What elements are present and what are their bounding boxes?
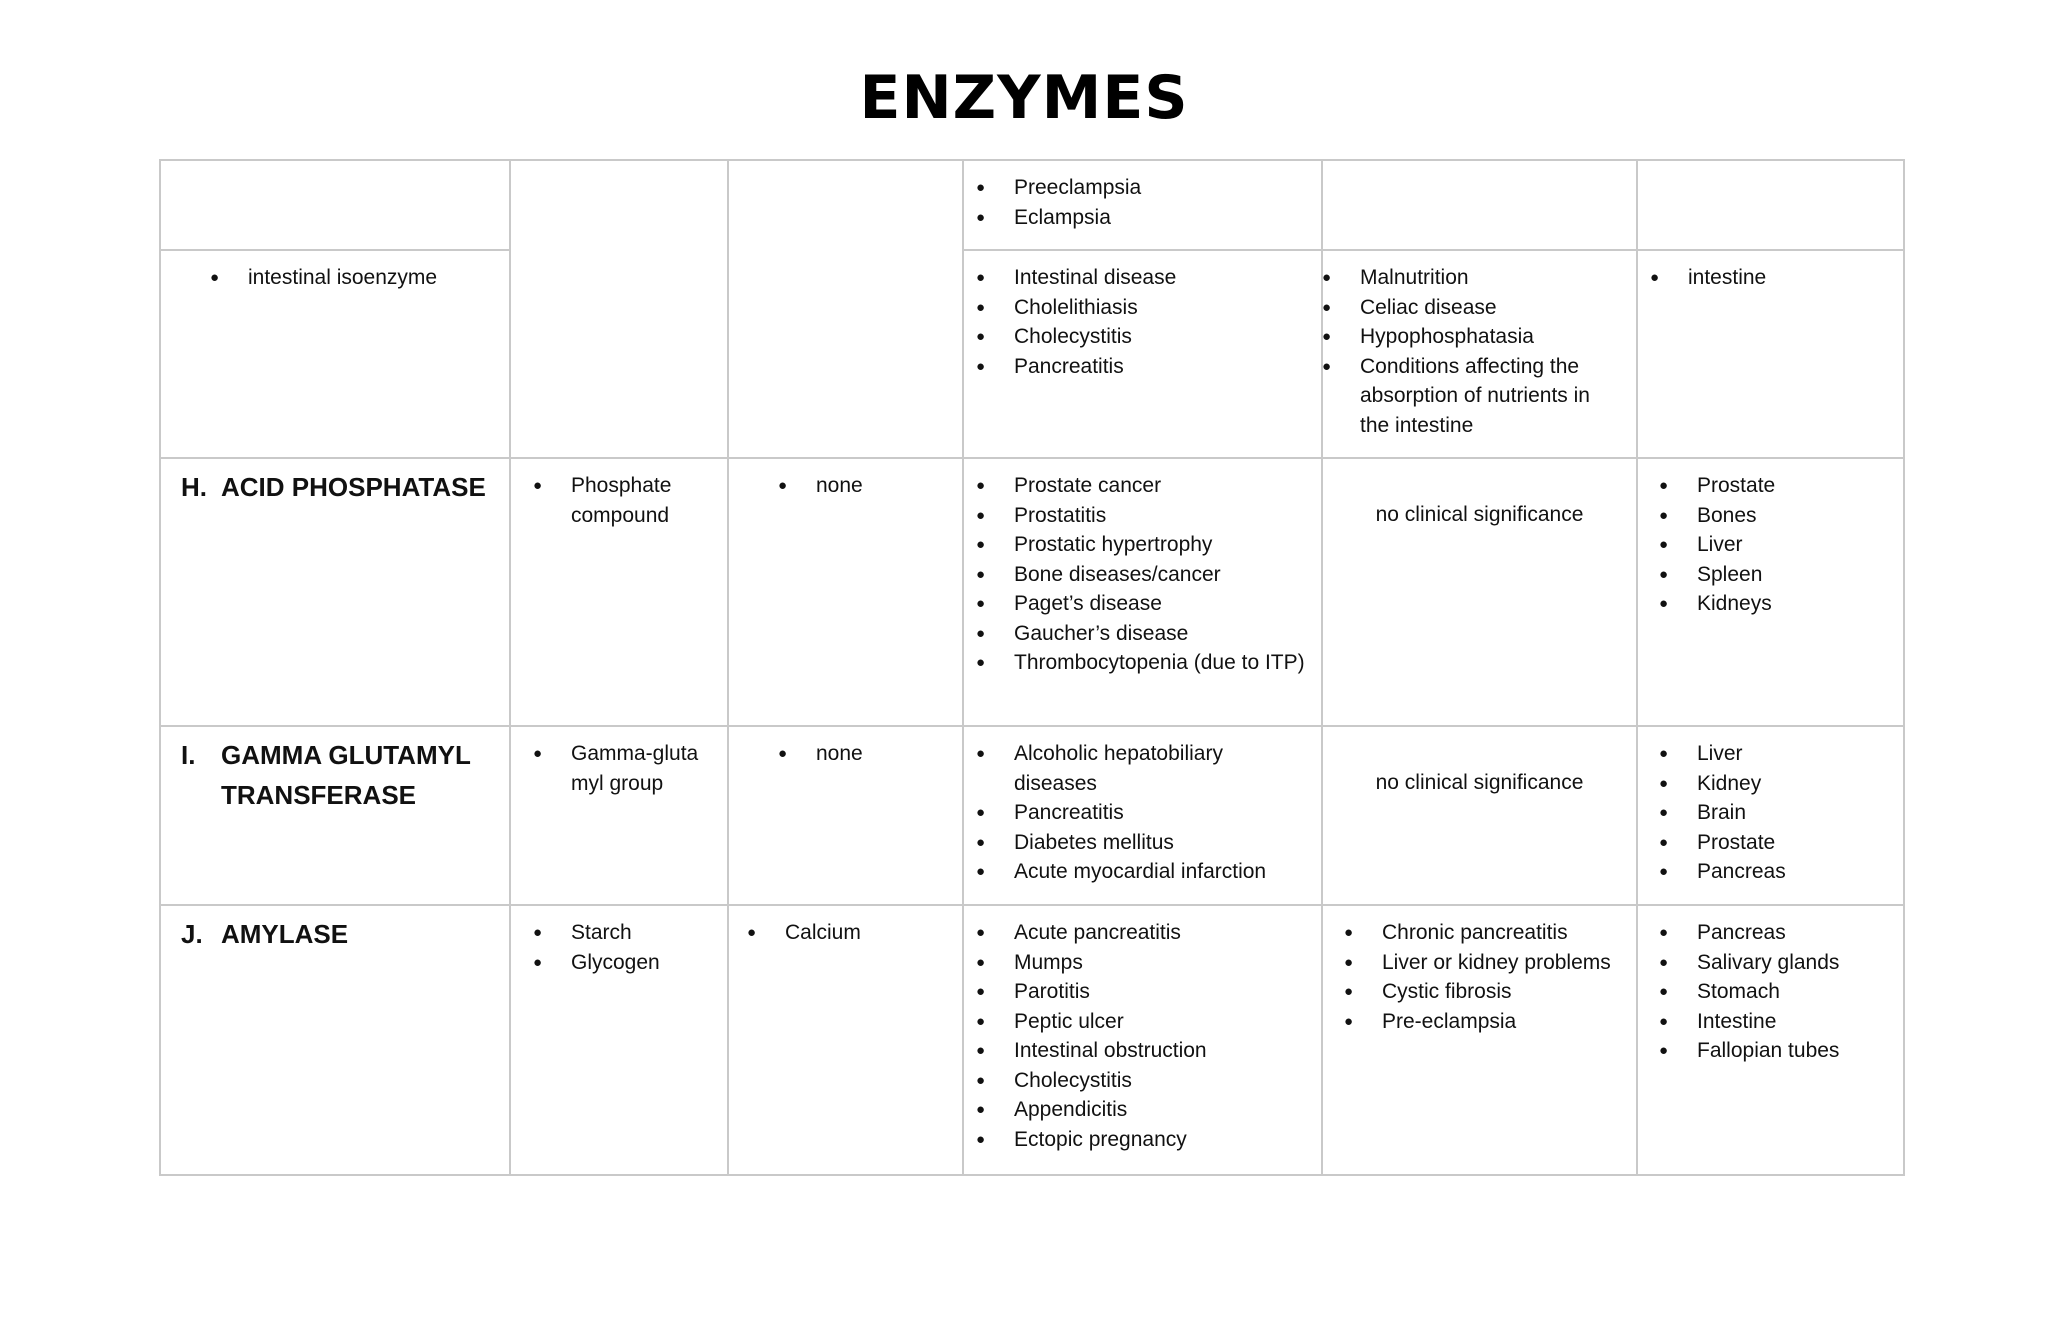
enzyme-title: GAMMA GLUTAMYL TRANSFERASE bbox=[221, 740, 471, 810]
bullet-list bbox=[741, 918, 950, 948]
list-item: ● Phosphate compound bbox=[571, 471, 715, 530]
table-cell-activator bbox=[728, 726, 963, 905]
table-cell-disease-decrease bbox=[1322, 250, 1637, 458]
list-item: ● Intestine bbox=[1697, 1007, 1891, 1037]
table-cell-enzyme bbox=[160, 726, 510, 905]
list-item: ● Cholelithiasis bbox=[1014, 293, 1309, 323]
table-cell-substrate bbox=[510, 726, 728, 905]
list-item: ● Spleen bbox=[1697, 560, 1891, 590]
table-cell-disease-decrease bbox=[1322, 726, 1637, 905]
list-item: ● Pre-eclampsia bbox=[1382, 1007, 1624, 1037]
list-item: ● Parotitis bbox=[1014, 977, 1309, 1007]
list-item: ● Prostatitis bbox=[1014, 501, 1309, 531]
bullet-list bbox=[523, 471, 715, 530]
list-item: ● Intestinal obstruction bbox=[1014, 1036, 1309, 1066]
list-item: ● Pancreas bbox=[1697, 857, 1891, 887]
table-cell-activator bbox=[728, 160, 963, 458]
list-item: ● Liver bbox=[1697, 530, 1891, 560]
list-item: ● Bones bbox=[1697, 501, 1891, 531]
bullet-list bbox=[1335, 918, 1624, 1036]
bullet-list bbox=[1650, 739, 1891, 887]
list-item: ● Thrombocytopenia (due to ITP) bbox=[1014, 648, 1309, 678]
list-item: ● Celiac disease bbox=[1360, 293, 1624, 323]
table-cell-disease-increase bbox=[963, 458, 1322, 726]
list-item: ● Liver bbox=[1697, 739, 1891, 769]
bullet-list bbox=[741, 739, 950, 769]
bullet-list bbox=[1650, 471, 1891, 619]
list-item: ● Prostatic hypertrophy bbox=[1014, 530, 1309, 560]
table-cell-enzyme bbox=[160, 160, 510, 250]
table-cell-enzyme bbox=[160, 250, 510, 458]
no-significance-text: no clinical significance bbox=[1375, 503, 1584, 526]
list-item: ● none bbox=[816, 739, 950, 769]
list-item: ● Kidney bbox=[1697, 769, 1891, 799]
table-cell-enzyme bbox=[160, 458, 510, 726]
table-cell-tissue bbox=[1637, 458, 1904, 726]
list-item: ● Salivary glands bbox=[1697, 948, 1891, 978]
list-item: ● intestine bbox=[1688, 263, 1891, 293]
table-cell-disease-increase bbox=[963, 160, 1322, 250]
table-row bbox=[160, 458, 1904, 726]
list-item: ● Preeclampsia bbox=[1014, 173, 1309, 203]
table-cell-tissue bbox=[1637, 905, 1904, 1175]
table-cell-disease-decrease bbox=[1322, 160, 1637, 250]
enzyme-letter: J. bbox=[181, 919, 203, 949]
list-item: ● Appendicitis bbox=[1014, 1095, 1309, 1125]
list-item: ● Starch bbox=[571, 918, 715, 948]
list-item: ● Acute pancreatitis bbox=[1014, 918, 1309, 948]
list-item: ● Acute myocardial infarction bbox=[1014, 857, 1309, 887]
bullet-list bbox=[1321, 263, 1624, 440]
table-cell-tissue bbox=[1637, 250, 1904, 458]
list-item: ● Cholecystitis bbox=[1014, 322, 1309, 352]
bullet-list bbox=[741, 471, 950, 501]
list-item: ● Prostate cancer bbox=[1014, 471, 1309, 501]
list-item: ● Pancreatitis bbox=[1014, 352, 1309, 382]
list-item: ● Calcium bbox=[785, 918, 950, 948]
bullet-list bbox=[173, 263, 497, 293]
table-cell-activator bbox=[728, 458, 963, 726]
bullet-list bbox=[1650, 263, 1891, 293]
table-row bbox=[160, 250, 1904, 458]
table-cell-tissue bbox=[1637, 160, 1904, 250]
list-item: ● Chronic pancreatitis bbox=[1382, 918, 1624, 948]
table-cell-disease-increase bbox=[963, 726, 1322, 905]
enzyme-name bbox=[181, 914, 497, 954]
enzyme-name bbox=[181, 735, 497, 815]
list-item: ● Gaucher’s disease bbox=[1014, 619, 1309, 649]
list-item: ● Mumps bbox=[1014, 948, 1309, 978]
enzyme-letter: I. bbox=[181, 740, 196, 770]
list-item: ● none bbox=[816, 471, 950, 501]
list-item: ● Cystic fibrosis bbox=[1382, 977, 1624, 1007]
list-item: ● intestinal isoenzyme bbox=[248, 263, 497, 293]
list-item: ● Peptic ulcer bbox=[1014, 1007, 1309, 1037]
bullet-list bbox=[523, 918, 715, 977]
bullet-list bbox=[976, 173, 1309, 232]
bullet-list bbox=[1650, 918, 1891, 1066]
list-item: ● Ectopic pregnancy bbox=[1014, 1125, 1309, 1155]
bullet-list bbox=[976, 918, 1309, 1154]
list-item: ● Hypophosphatasia bbox=[1360, 322, 1624, 352]
list-item: ● Kidneys bbox=[1697, 589, 1891, 619]
enzyme-name bbox=[181, 467, 497, 507]
enzyme-title: ACID PHOSPHATASE bbox=[221, 472, 486, 502]
bullet-list bbox=[523, 739, 715, 798]
list-item: ● Fallopian tubes bbox=[1697, 1036, 1891, 1066]
enzyme-letter: H. bbox=[181, 472, 207, 502]
table-row bbox=[160, 726, 1904, 905]
enzyme-title: AMYLASE bbox=[221, 919, 349, 949]
table-cell-disease-decrease bbox=[1322, 905, 1637, 1175]
table-cell-substrate bbox=[510, 160, 728, 458]
list-item: ● Cholecystitis bbox=[1014, 1066, 1309, 1096]
list-item: ● Eclampsia bbox=[1014, 203, 1309, 233]
table-cell-tissue bbox=[1637, 726, 1904, 905]
list-item: ● Gamma-glutamyl group bbox=[571, 739, 715, 798]
table-cell-disease-increase bbox=[963, 250, 1322, 458]
table-cell-substrate bbox=[510, 905, 728, 1175]
bullet-list bbox=[976, 471, 1309, 678]
table-cell-substrate bbox=[510, 458, 728, 726]
bullet-list bbox=[976, 263, 1309, 381]
table-cell-disease-increase bbox=[963, 905, 1322, 1175]
list-item: ● Conditions affecting the absorption of nutrients in the intestine bbox=[1360, 352, 1624, 441]
list-item: ● Malnutrition bbox=[1360, 263, 1624, 293]
list-item: ● Paget’s disease bbox=[1014, 589, 1309, 619]
enzyme-table bbox=[159, 159, 1905, 1176]
list-item: ● Alcoholic hepatobiliary diseases bbox=[1014, 739, 1309, 798]
table-cell-disease-decrease bbox=[1322, 458, 1637, 726]
bullet-list bbox=[976, 739, 1309, 887]
list-item: ● Brain bbox=[1697, 798, 1891, 828]
list-item: ● Liver or kidney problems bbox=[1382, 948, 1624, 978]
list-item: ● Prostate bbox=[1697, 828, 1891, 858]
list-item: ● Prostate bbox=[1697, 471, 1891, 501]
list-item: ● Intestinal disease bbox=[1014, 263, 1309, 293]
page-title: ENZYMES bbox=[859, 63, 1189, 133]
table-row bbox=[160, 160, 1904, 250]
list-item: ● Bone diseases/cancer bbox=[1014, 560, 1309, 590]
list-item: ● Diabetes mellitus bbox=[1014, 828, 1309, 858]
table-cell-enzyme bbox=[160, 905, 510, 1175]
list-item: ● Pancreas bbox=[1697, 918, 1891, 948]
table-cell-activator bbox=[728, 905, 963, 1175]
list-item: ● Pancreatitis bbox=[1014, 798, 1309, 828]
table-row bbox=[160, 905, 1904, 1175]
list-item: ● Stomach bbox=[1697, 977, 1891, 1007]
list-item: ● Glycogen bbox=[571, 948, 715, 978]
no-significance-text: no clinical significance bbox=[1375, 771, 1584, 794]
